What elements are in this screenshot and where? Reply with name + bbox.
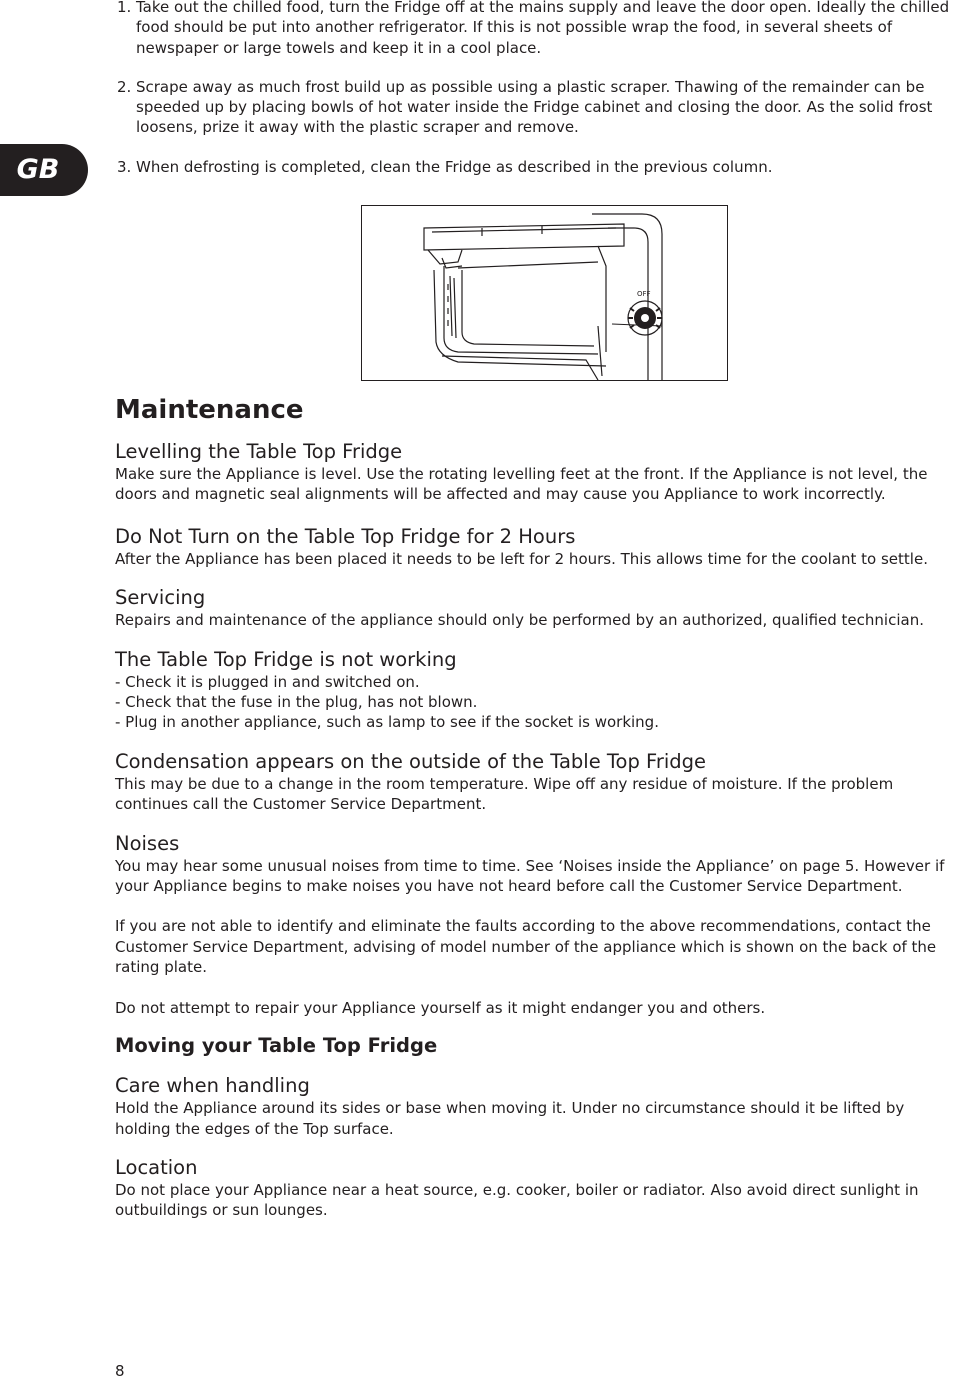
noises-body: You may hear some unusual noises from time to time. See ‘Noises inside the Appliance’ on page 5. However if your Appliance begins to make noises you have not heard before call the Customer Service Department. bbox=[115, 856, 945, 896]
maintenance-title: Maintenance bbox=[115, 395, 304, 425]
page-number: 8 bbox=[115, 1362, 125, 1380]
defrost-step-3 bbox=[117, 157, 957, 177]
fridge-drawing bbox=[362, 206, 727, 380]
step-text: Take out the chilled food, turn the Fridge off at the mains supply and leave the door open. Ideally the chilled food should be put into another refrigerator. If this is not possible wrap the food, in several sheets of newspaper or large towels and keep it in a cool place. bbox=[136, 0, 950, 57]
language-tab: GB bbox=[0, 144, 88, 196]
faults-paragraph: If you are not able to identify and eliminate the faults according to the above recommendations, contact the Customer Service Department, advising of model number of the appliance which is shown on the back of the rating plate. bbox=[115, 917, 937, 977]
step-number: 3. bbox=[117, 157, 132, 176]
levelling-body: Make sure the Appliance is level. Use the rotating levelling feet at the front. If the Appliance is not level, the doors and magnetic seal alignments will be affected and may cause you Appliance to work incorrectly. bbox=[115, 465, 928, 504]
not-working-item: - Check that the fuse in the plug, has not blown. bbox=[115, 693, 478, 712]
thermostat-dial bbox=[612, 301, 662, 335]
condensation-heading: Condensation appears on the outside of the Table Top Fridge bbox=[115, 749, 707, 773]
care-heading: Care when handling bbox=[115, 1074, 310, 1098]
warning-paragraph: Do not attempt to repair your Appliance yourself as it might endanger you and others. bbox=[115, 998, 766, 1017]
servicing-heading: Servicing bbox=[115, 586, 206, 610]
care-body: Hold the Appliance around its sides or base when moving it. Under no circumstance should it be lifted by holding the edges of the Top surface. bbox=[115, 1099, 905, 1138]
servicing-body: Repairs and maintenance of the appliance should only be performed by an authorized, qualified technician. bbox=[115, 611, 924, 630]
dial-off-label: OFF bbox=[637, 290, 651, 298]
not-working-heading: The Table Top Fridge is not working bbox=[115, 647, 457, 671]
step-number: 1. bbox=[117, 0, 132, 16]
not-working-item: - Plug in another appliance, such as lamp to see if the socket is working. bbox=[115, 713, 659, 732]
defrost-step-1 bbox=[117, 0, 957, 58]
moving-title: Moving your Table Top Fridge bbox=[115, 1034, 438, 1058]
step-number: 2. bbox=[117, 77, 132, 96]
step-text: When defrosting is completed, clean the Fridge as described in the previous column. bbox=[136, 157, 773, 176]
step-text: Scrape away as much frost build up as possible using a plastic scraper. Thawing of the remainder can be speeded up by placing bowls of hot water inside the Fridge cabinet and closing the door. As the solid frost loosens, prize it away with the plastic scraper and remove. bbox=[136, 77, 933, 137]
location-body: Do not place your Appliance near a heat source, e.g. cooker, boiler or radiator. Also avoid direct sunlight in outbuildings or sun lounges. bbox=[115, 1180, 919, 1220]
defrost-steps bbox=[117, 0, 957, 177]
do-not-turn-on-heading: Do Not Turn on the Table Top Fridge for 2 Hours bbox=[115, 524, 576, 548]
do-not-turn-on-body: After the Appliance has been placed it needs to be left for 2 hours. This allows time for the coolant to settle. bbox=[115, 549, 928, 568]
fridge-interior-illustration bbox=[361, 205, 728, 381]
maintenance-content bbox=[115, 440, 955, 1221]
location-heading: Location bbox=[115, 1155, 198, 1179]
levelling-heading: Levelling the Table Top Fridge bbox=[115, 440, 403, 463]
condensation-body: This may be due to a change in the room temperature. Wipe off any residue of moisture. If the problem continues call the Customer Service Department. bbox=[115, 774, 894, 814]
noises-heading: Noises bbox=[115, 831, 180, 855]
not-working-item: - Check it is plugged in and switched on. bbox=[115, 672, 420, 691]
defrost-step-2 bbox=[117, 77, 957, 138]
